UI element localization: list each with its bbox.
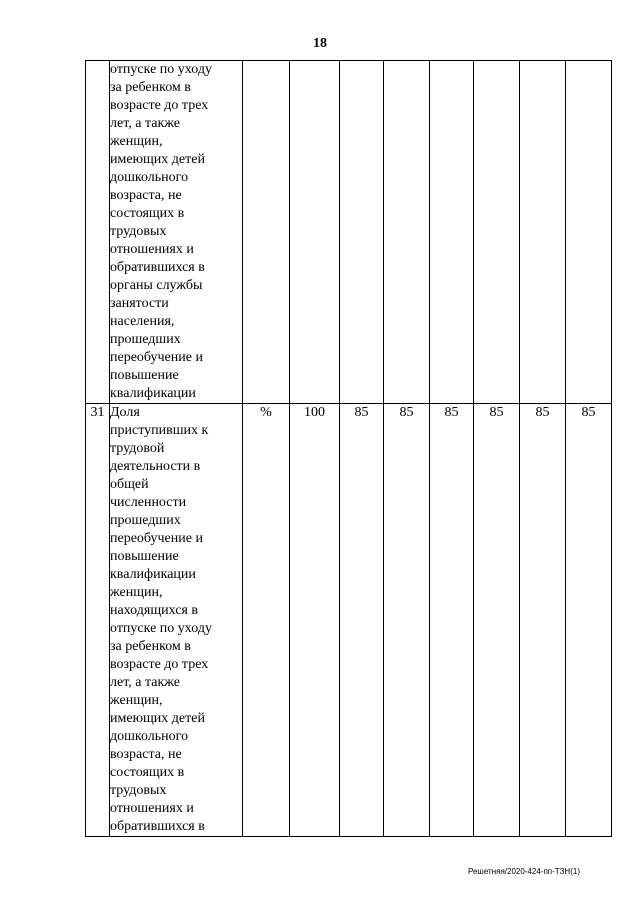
indicator-name-line: женщин, bbox=[110, 585, 163, 600]
indicator-name-line: отпуске по уходу bbox=[110, 62, 212, 77]
indicator-name-line: прошедших bbox=[110, 332, 181, 347]
indicator-name-line: повышение bbox=[110, 549, 179, 564]
indicator-name-line: общей bbox=[110, 477, 149, 492]
indicator-name-line: лет, а также bbox=[110, 116, 180, 131]
value-cell bbox=[340, 61, 384, 404]
row-number-cell bbox=[86, 61, 110, 404]
indicator-name-line: органы службы bbox=[110, 278, 203, 293]
indicator-name-line: обратившихся в bbox=[110, 819, 205, 834]
table-row bbox=[86, 61, 612, 404]
row-number-cell: 31 bbox=[86, 404, 110, 837]
indicator-name-line: возрасте до трех bbox=[110, 98, 209, 113]
indicator-name-line: отпуске по уходу bbox=[110, 621, 212, 636]
indicator-name-line: переобучение и bbox=[110, 531, 203, 546]
indicator-table bbox=[85, 60, 612, 837]
value-cell: 100 bbox=[290, 404, 340, 837]
indicator-name-line: женщин, bbox=[110, 134, 163, 149]
indicator-name-line: обратившихся в bbox=[110, 260, 205, 275]
indicator-name-line: возрасте до трех bbox=[110, 657, 209, 672]
indicator-name-cell bbox=[110, 404, 243, 837]
page-number: 18 bbox=[313, 36, 327, 51]
value-cell bbox=[290, 61, 340, 404]
indicator-name-line: населения, bbox=[110, 314, 175, 329]
indicator-name-line: повышение bbox=[110, 368, 179, 383]
indicator-name-line: численности bbox=[110, 495, 187, 510]
indicator-name-line: квалификации bbox=[110, 567, 196, 582]
value-cell: 85 bbox=[520, 404, 566, 837]
indicator-name-line: за ребенком в bbox=[110, 639, 191, 654]
indicator-name-line: трудовых bbox=[110, 783, 167, 798]
indicator-name-line: квалификации bbox=[110, 386, 196, 401]
value-cell bbox=[566, 61, 612, 404]
table-row bbox=[86, 404, 612, 837]
indicator-name-cell bbox=[110, 61, 243, 404]
value-cell bbox=[384, 61, 430, 404]
indicator-name-line: прошедших bbox=[110, 513, 181, 528]
indicator-name-line: возраста, не bbox=[110, 747, 182, 762]
value-cell bbox=[474, 61, 520, 404]
document-reference: Решетняя/2020-424-пп-ТЗН(1) bbox=[468, 867, 580, 876]
indicator-name-line: трудовых bbox=[110, 224, 167, 239]
value-cell: 85 bbox=[474, 404, 520, 837]
indicator-name-line: имеющих детей bbox=[110, 711, 205, 726]
indicator-name-line: за ребенком в bbox=[110, 80, 191, 95]
indicator-name-line: возраста, не bbox=[110, 188, 182, 203]
indicator-name-line: состоящих в bbox=[110, 206, 185, 221]
indicator-name-line: трудовой bbox=[110, 441, 165, 456]
value-cell: 85 bbox=[566, 404, 612, 837]
indicator-name-line: переобучение и bbox=[110, 350, 203, 365]
indicator-name-line: находящихся в bbox=[110, 603, 198, 618]
value-cell: 85 bbox=[430, 404, 474, 837]
indicator-name-line: отношениях и bbox=[110, 242, 194, 257]
value-cell bbox=[430, 61, 474, 404]
indicator-name-line: дошкольного bbox=[110, 729, 189, 744]
unit-cell bbox=[243, 61, 290, 404]
indicator-name-line: приступивших к bbox=[110, 423, 209, 438]
indicator-name-line: дошкольного bbox=[110, 170, 189, 185]
indicator-name-line: имеющих детей bbox=[110, 152, 205, 167]
value-cell: 85 bbox=[340, 404, 384, 837]
indicator-name-line: лет, а также bbox=[110, 675, 180, 690]
indicator-name-line: деятельности в bbox=[110, 459, 201, 474]
value-cell: 85 bbox=[384, 404, 430, 837]
unit-cell: % bbox=[243, 404, 290, 837]
indicator-name-line: занятости bbox=[110, 296, 169, 311]
value-cell bbox=[520, 61, 566, 404]
indicator-name-line: отношениях и bbox=[110, 801, 194, 816]
indicator-name-line: состоящих в bbox=[110, 765, 185, 780]
indicator-name-line: Доля bbox=[110, 405, 140, 420]
indicator-name-line: женщин, bbox=[110, 693, 163, 708]
